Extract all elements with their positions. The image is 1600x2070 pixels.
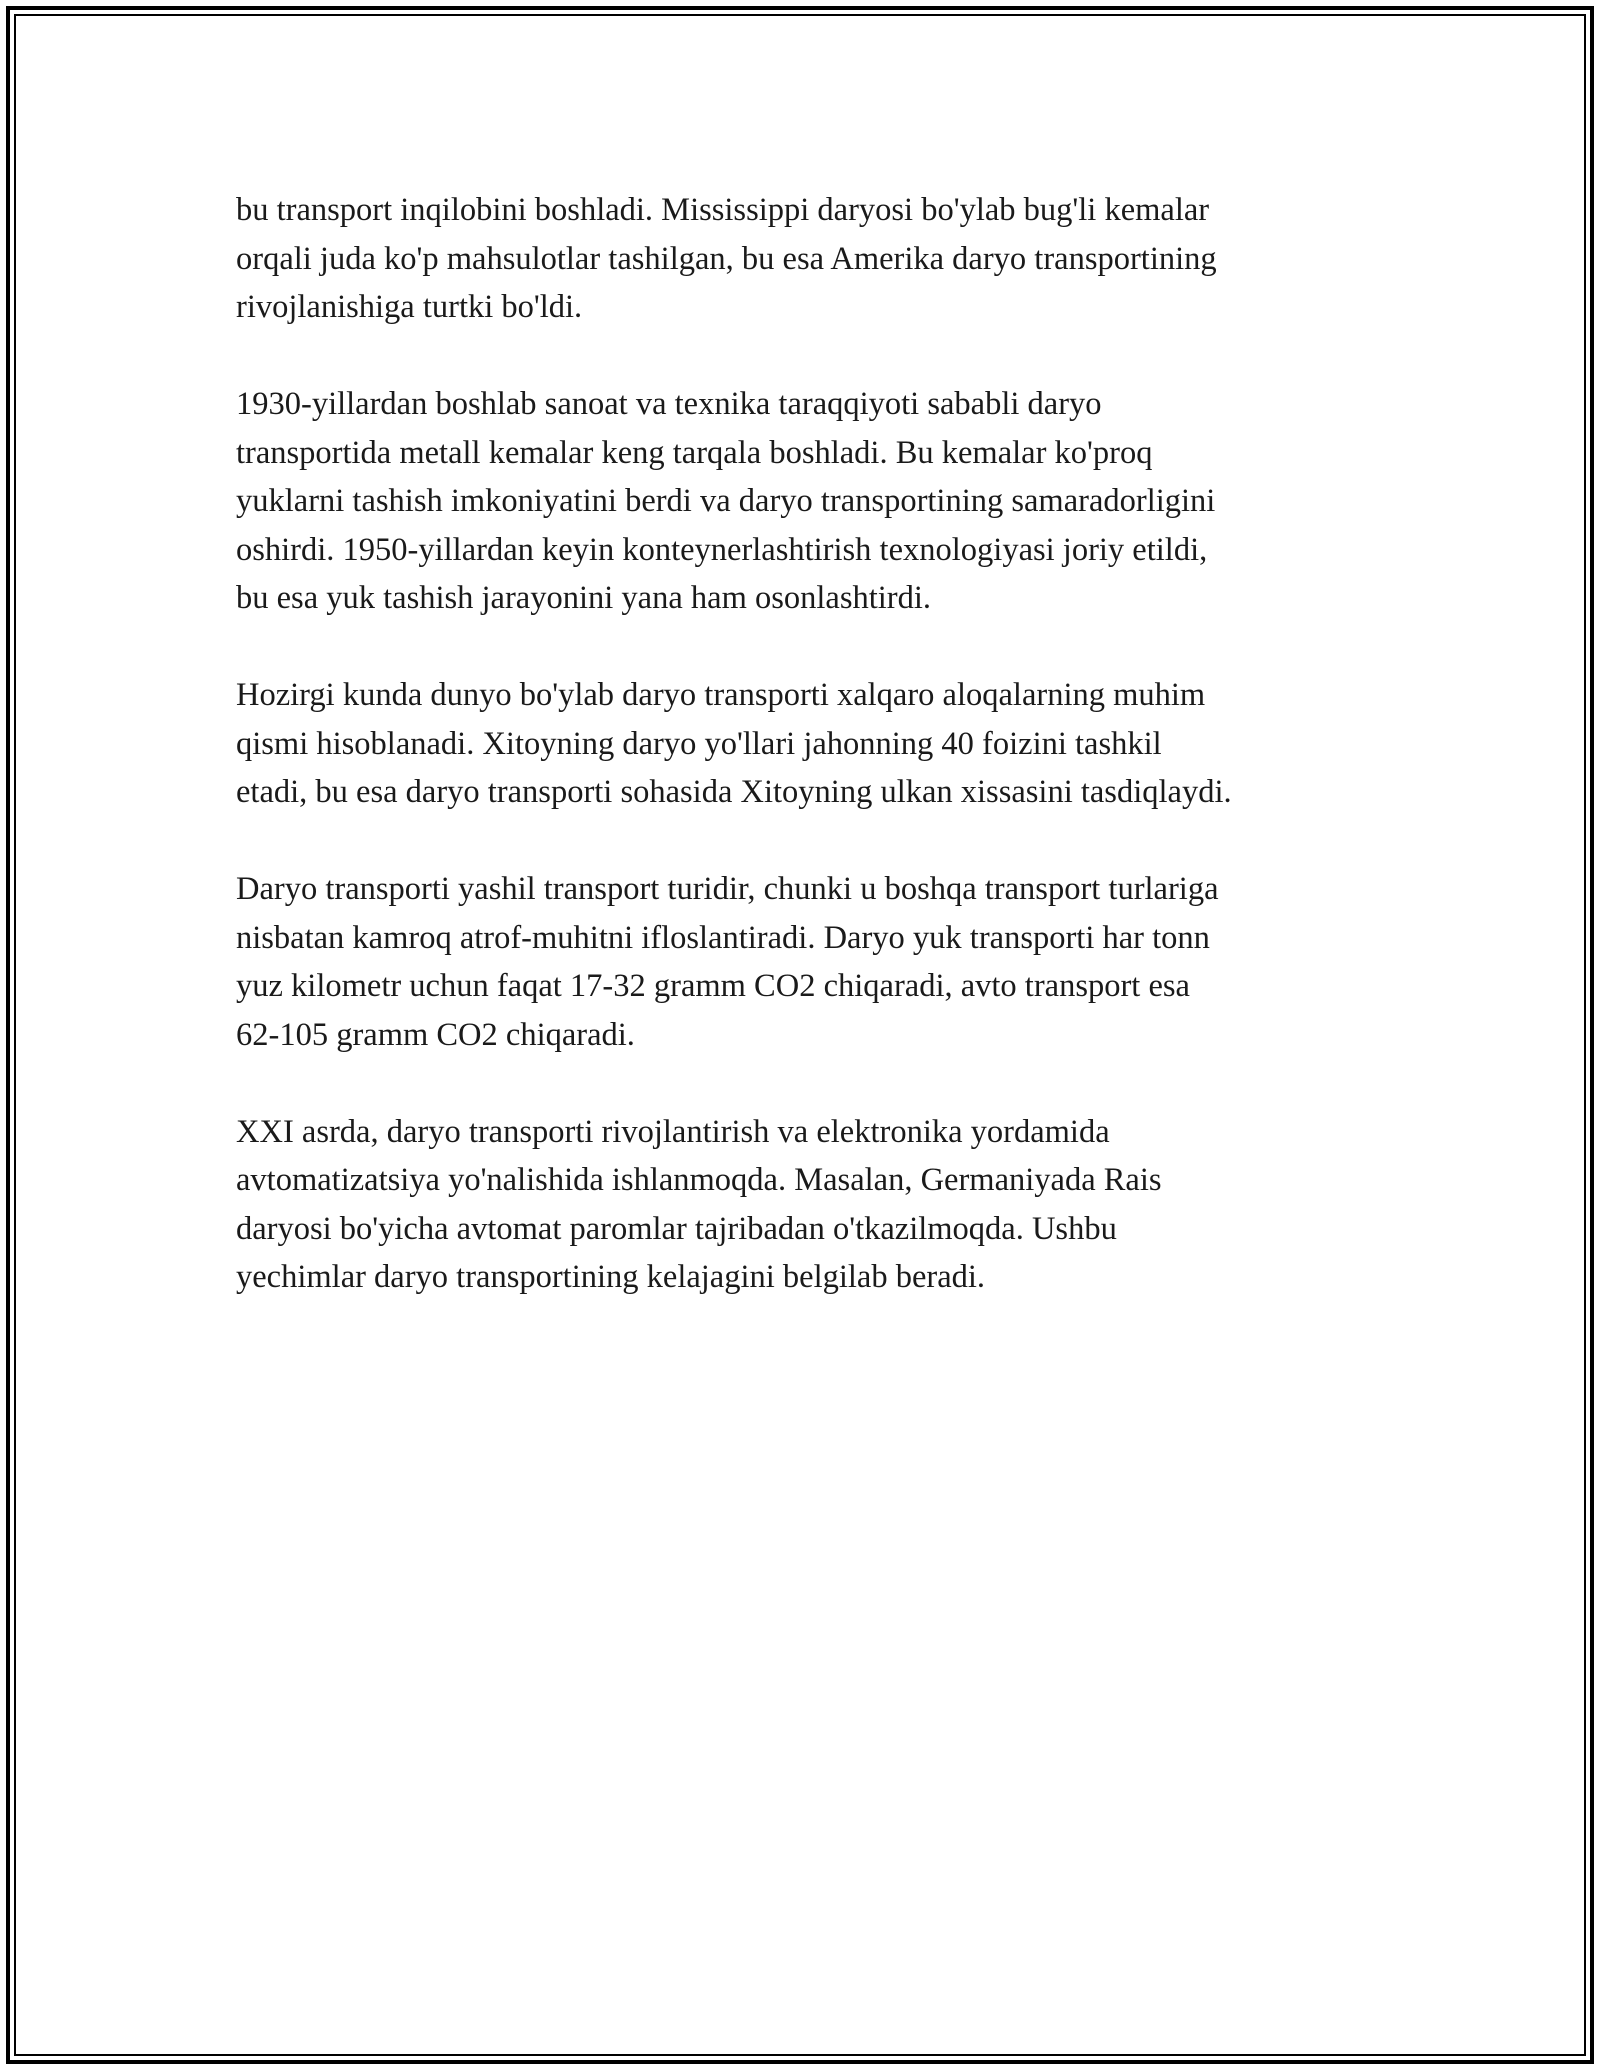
paragraph: XXI asrda, daryo transporti rivojlantirish va elektronika yordamida avtomatizatsiya yo'nalishida ishlanmoqda. Masalan, Germaniyada Rais daryosi bo'yicha avtomat paromlar tajribadan o'tkazilmoqda. Ushbu yechimlar daryo transportining kelajagini belgilab beradi.: [236, 1113, 1162, 1295]
paragraph: Hozirgi kunda dunyo bo'ylab daryo transporti xalqaro aloqalarning muhim qismi hisoblanadi. Xitoyning daryo yo'llari jahonning 40 foizini tashkil etadi, bu esa daryo transporti sohasida Xitoyning ulkan xissasini tasdiqlaydi.: [236, 677, 1232, 810]
paragraph: 1930-yillardan boshlab sanoat va texnika taraqqiyoti sababli daryo transportida metall kemalar keng tarqala boshladi. Bu kemalar ko'proq yuklarni tashish imkoniyatini berdi va daryo transportining samaradorligini oshirdi. 1950-yillardan keyin konteynerlashtirish texnologiyasi joriy etildi, bu esa yuk tashish jarayonini yana ham osonlashtirdi.: [236, 386, 1216, 616]
paragraph: bu transport inqilobini boshladi. Mississippi daryosi bo'ylab bug'li kemalar orqali juda ko'p mahsulotlar tashilgan, bu esa Amerika daryo transportining rivojlanishiga turtki bo'ldi.: [236, 192, 1217, 325]
paragraph: Daryo transporti yashil transport turidir, chunki u boshqa transport turlariga nisbatan kamroq atrof-muhitni ifloslantiradi. Daryo yuk transporti har tonn yuz kilometr uchun faqat 17-32 gramm CO2 chiqaradi, avto transport esa 62-105 gramm CO2 chiqaradi.: [236, 871, 1219, 1053]
document-body: [236, 186, 1366, 1350]
